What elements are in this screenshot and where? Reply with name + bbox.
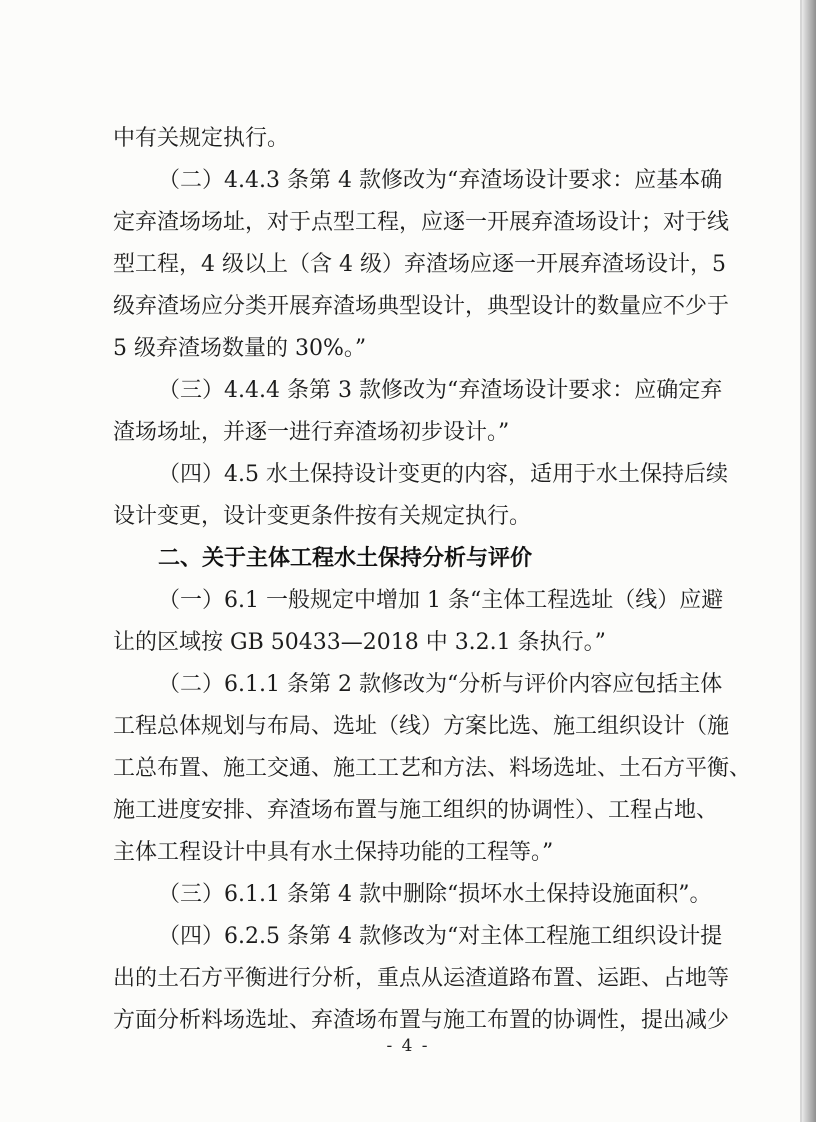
text-line: 渣场场址，并逐一进行弃渣场初步设计。” — [113, 420, 510, 445]
text-line: （三）6.1.1 条第 4 款中删除“损坏水土保持设施面积”。 — [158, 882, 712, 907]
text-line: （一）6.1 一般规定中增加 1 条“主体工程选址（线）应避 — [158, 588, 724, 613]
text-line: 型工程，4 级以上（含 4 级）弃渣场应逐一开展弃渣场设计，5 — [113, 252, 726, 277]
text-line: （三）4.4.4 条第 3 款修改为“弃渣场设计要求：应确定弃 — [158, 378, 723, 403]
text-line: 设计变更，设计变更条件按有关规定执行。 — [113, 504, 532, 529]
page-number: - 4 - — [386, 1036, 430, 1056]
text-line: 主体工程设计中具有水土保持功能的工程等。” — [113, 840, 554, 865]
text-line: （四）4.5 水土保持设计变更的内容，适用于水土保持后续 — [158, 462, 728, 487]
section-heading: 二、关于主体工程水土保持分析与评价 — [158, 546, 533, 571]
text-line: 工程总体规划与布局、选址（线）方案比选、施工组织设计（施 — [113, 714, 730, 739]
text-line: （二）4.4.3 条第 4 款修改为“弃渣场设计要求：应基本确 — [158, 168, 723, 193]
scan-edge-shadow — [802, 0, 816, 1122]
text-line: （二）6.1.1 条第 2 款修改为“分析与评价内容应包括主体 — [158, 672, 723, 697]
text-line: 施工进度安排、弃渣场布置与施工组织的协调性）、工程占地、 — [113, 798, 719, 823]
text-line: 出的土石方平衡进行分析，重点从运渣道路布置、运距、占地等 — [113, 966, 730, 991]
text-line: 工总布置、施工交通、施工工艺和方法、料场选址、土石方平衡、 — [113, 756, 752, 781]
text-line: 5 级弃渣场数量的 30%。” — [113, 336, 367, 361]
text-line: 级弃渣场应分类开展弃渣场典型设计，典型设计的数量应不少于 — [113, 294, 730, 319]
text-line: 方面分析料场选址、弃渣场布置与施工布置的协调性，提出减少 — [113, 1008, 730, 1033]
text-line: （四）6.2.5 条第 4 款修改为“对主体工程施工组织设计提 — [158, 924, 723, 949]
text-line: 定弃渣场场址，对于点型工程，应逐一开展弃渣场设计；对于线 — [113, 210, 730, 235]
text-line: 中有关规定执行。 — [113, 126, 290, 151]
text-line: 让的区域按 GB 50433—2018 中 3.2.1 条执行。” — [113, 630, 606, 655]
